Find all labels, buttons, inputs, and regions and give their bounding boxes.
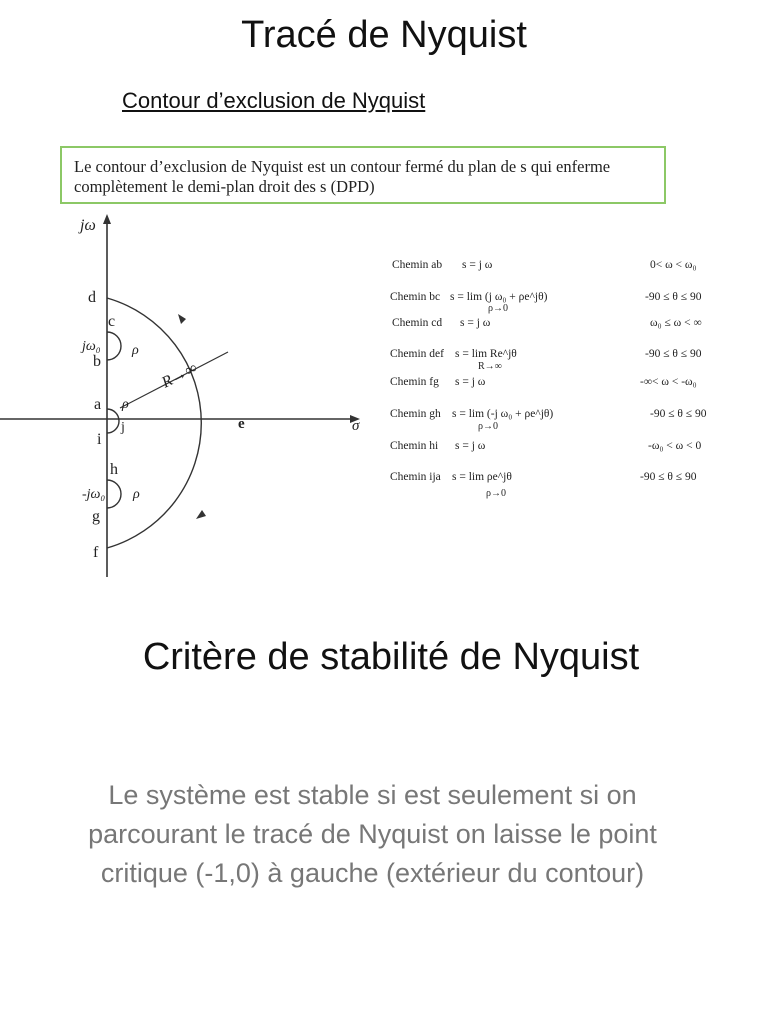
nyquist-contour-figure: [0, 212, 768, 577]
path-name: Chemin cd: [392, 317, 443, 329]
path-expr: s = j ω: [455, 376, 486, 388]
point-f: f: [93, 544, 99, 561]
indent-jw0: [107, 332, 121, 360]
path-name: Chemin hi: [390, 440, 439, 452]
point-b: b: [93, 353, 101, 370]
path-range: -90 ≤ θ ≤ 90: [645, 291, 702, 303]
path-name: Chemin fg: [390, 376, 439, 388]
path-range: 0< ω < ω₀: [650, 259, 697, 271]
page-title: Tracé de Nyquist: [241, 14, 527, 56]
path-limit: ρ→0: [478, 421, 498, 432]
point-i: i: [97, 431, 102, 448]
jw0-label: jω₀: [82, 339, 101, 354]
path-expr: s = lim (j ω₀ + ρe^jθ): [450, 291, 548, 303]
path-expr: s = lim (-j ω₀ + ρe^jθ): [452, 408, 554, 420]
indent-origin: [107, 409, 119, 433]
point-a: a: [94, 396, 102, 413]
path-name: Chemin def: [390, 348, 444, 360]
point-g: g: [92, 508, 100, 525]
path-range: ω₀ ≤ ω < ∞: [650, 317, 702, 329]
path-expr: s = j ω: [460, 317, 491, 329]
imaginary-axis-arrow: [103, 214, 111, 224]
point-h: h: [110, 461, 118, 478]
path-name: Chemin bc: [390, 291, 441, 303]
path-expr: s = lim ρe^jθ: [452, 471, 512, 483]
stability-paragraph: Le système est stable si est seulement si on parcourant le tracé de Nyquist on laisse le point critique (-1,0) à gauche (extérieur du contour): [88, 780, 657, 888]
rho-label-neg-jw0: ρ: [133, 487, 140, 502]
indent-neg-jw0: [107, 480, 121, 508]
path-limit: R→∞: [478, 361, 502, 372]
point-e: e: [238, 416, 245, 432]
axis-jw-label: jω: [80, 217, 96, 234]
definition-box: Le contour d’exclusion de Nyquist est un contour fermé du plan de s qui enferme complètement le demi-plan droit des s (DPD): [60, 146, 666, 204]
point-d: d: [88, 289, 96, 306]
stability-heading: Critère de stabilité de Nyquist: [142, 636, 640, 678]
rho-label-origin: ρ: [122, 397, 129, 412]
rho-label-jw0: ρ: [132, 343, 139, 358]
path-name: Chemin ab: [392, 259, 443, 271]
axis-sigma-label: σ: [352, 418, 360, 434]
path-range: -ω₀ < ω < 0: [648, 440, 702, 452]
point-c: c: [108, 313, 116, 330]
point-j: j: [121, 420, 125, 435]
path-expr: s = j ω: [455, 440, 486, 452]
radius-label: R→∞: [159, 359, 200, 392]
path-name: Chemin gh: [390, 408, 441, 420]
path-expr: s = lim Re^jθ: [455, 348, 517, 360]
path-limit: ρ→0: [486, 488, 506, 499]
path-range: -90 ≤ θ ≤ 90: [650, 408, 707, 420]
section-subtitle: Contour d’exclusion de Nyquist: [122, 88, 426, 113]
arc-arrow-top: [178, 314, 186, 324]
path-range: -90 ≤ θ ≤ 90: [640, 471, 697, 483]
path-expr: s = j ω: [462, 259, 493, 271]
path-limit: ρ→0: [488, 303, 508, 314]
path-name: Chemin ija: [390, 471, 441, 483]
arc-arrow-bottom: [196, 510, 206, 519]
paths-table: [390, 259, 707, 499]
path-range: -90 ≤ θ ≤ 90: [645, 348, 702, 360]
neg-jw0-label: -jω₀: [82, 487, 106, 502]
path-range: -∞< ω < -ω₀: [640, 376, 697, 388]
